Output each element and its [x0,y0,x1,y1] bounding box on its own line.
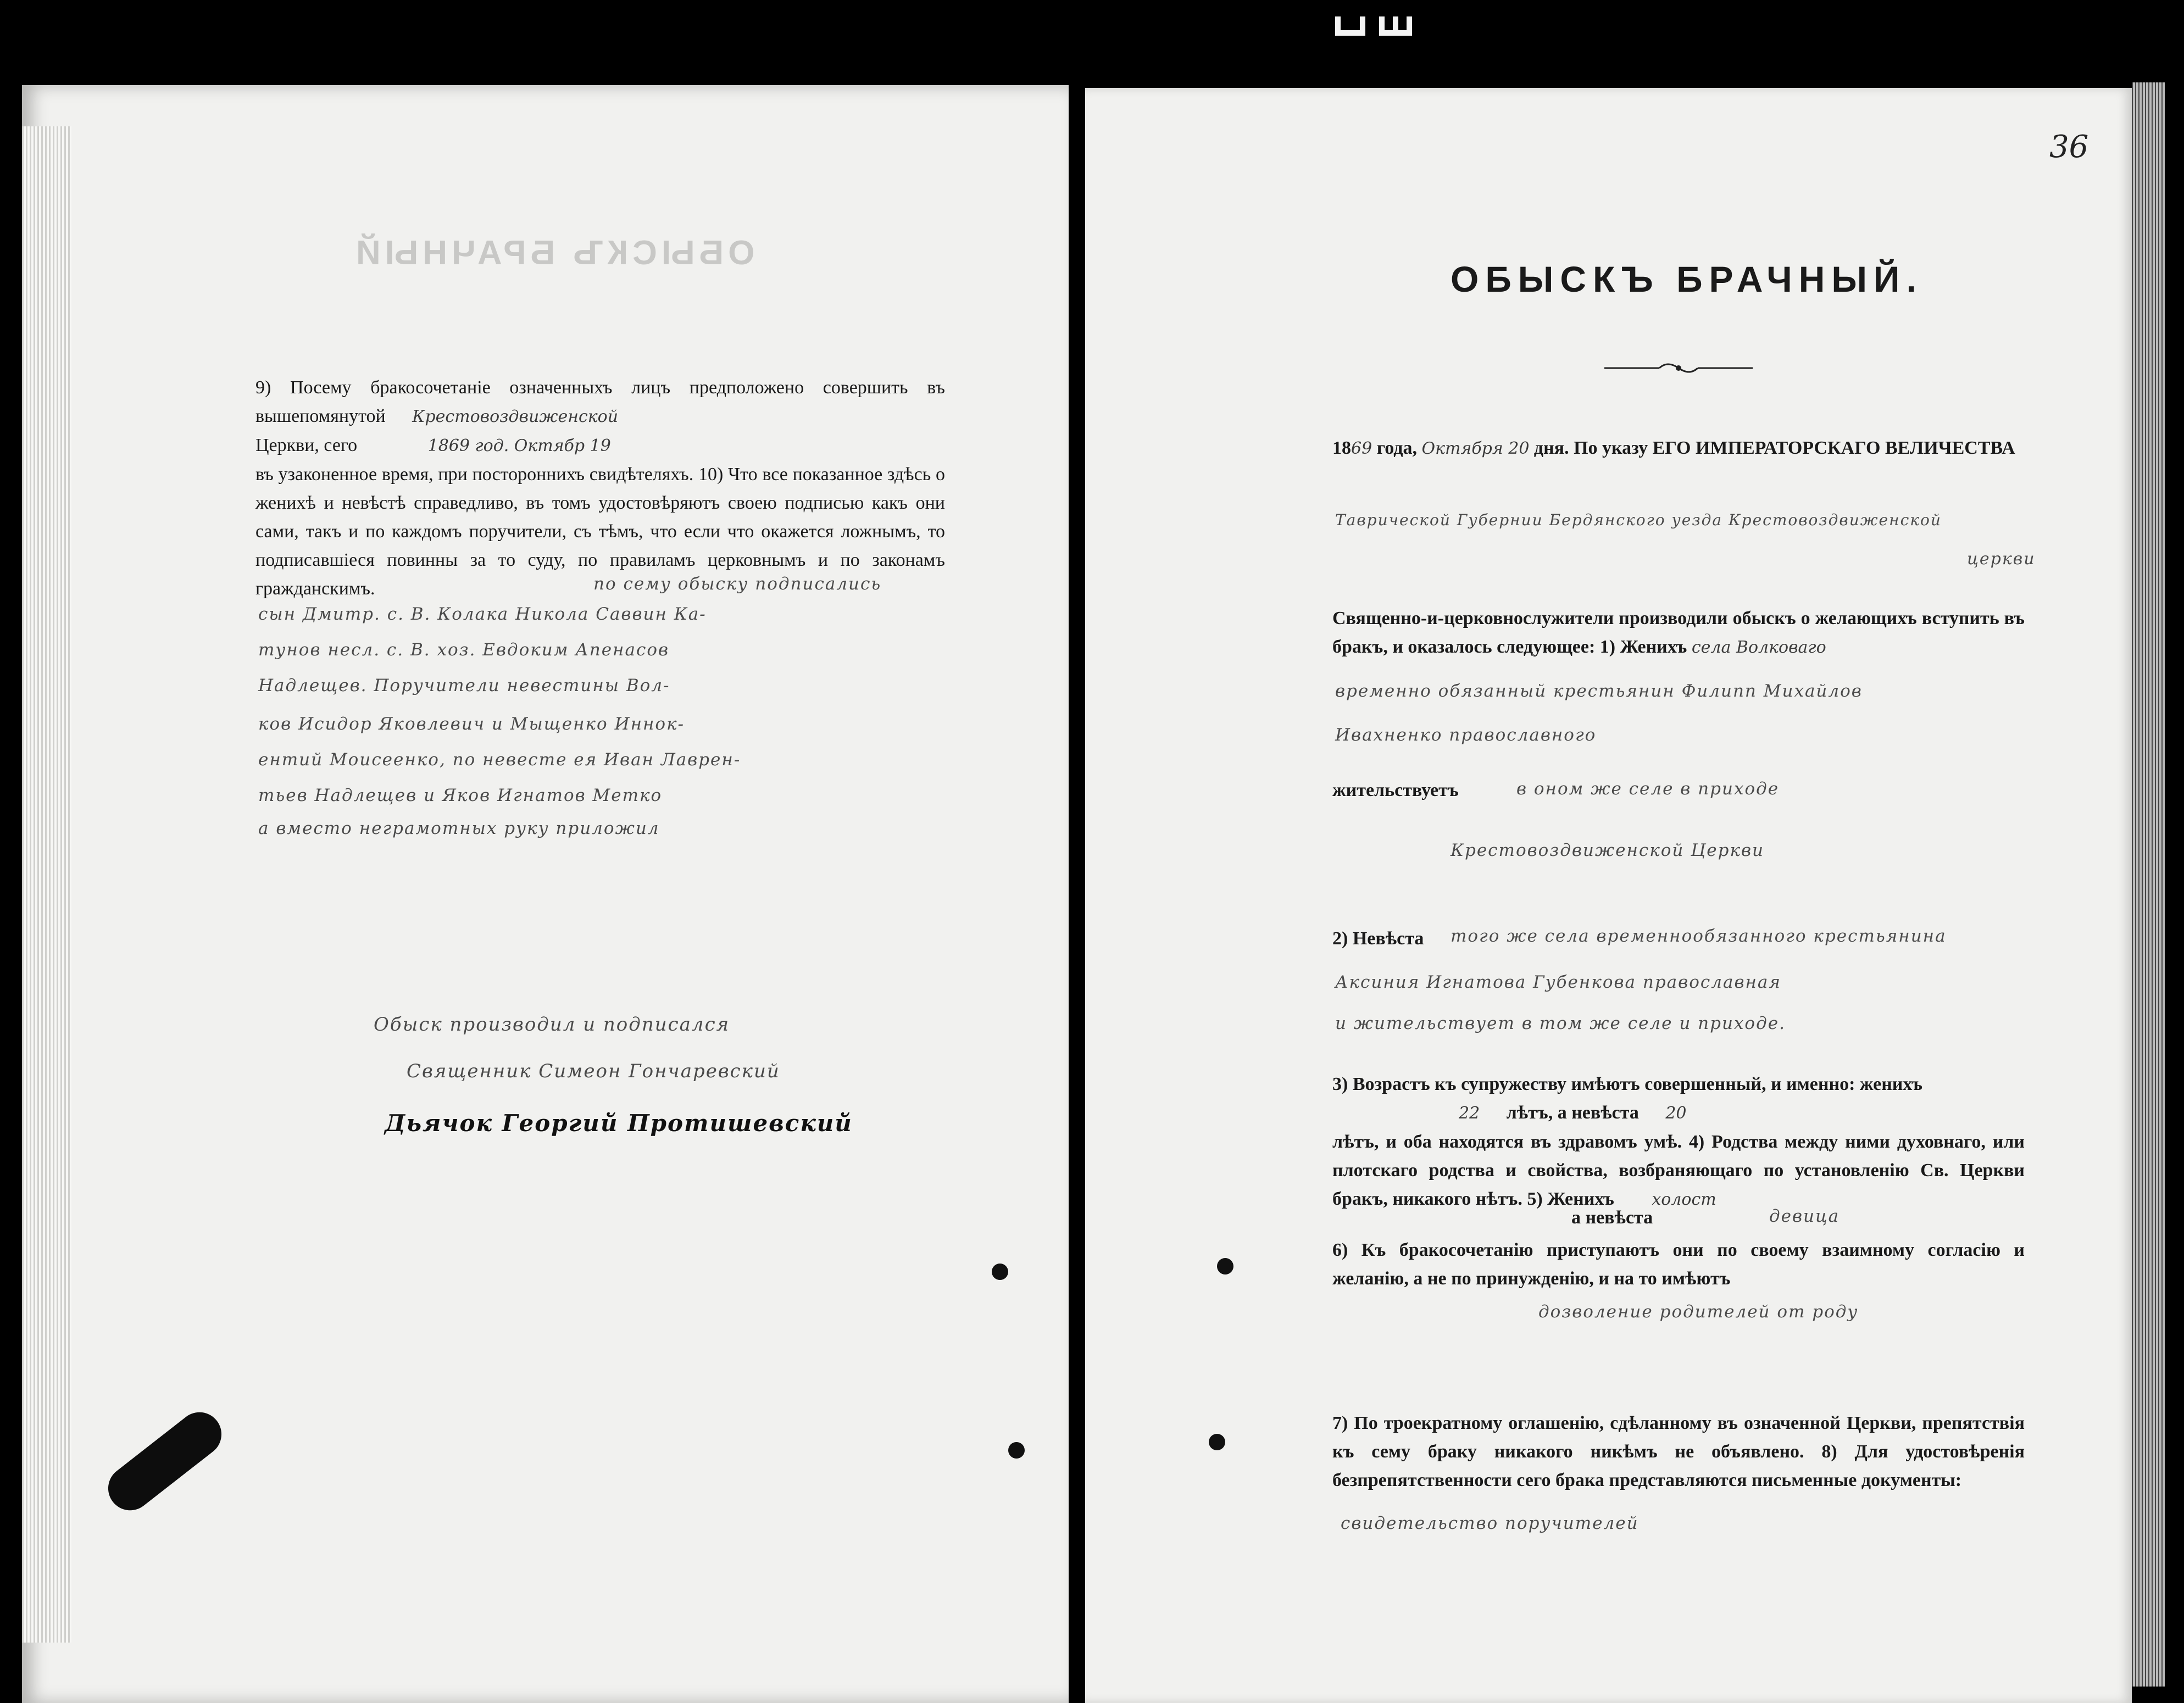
bride-hand-line: Аксиния Игнатова Губенкова православная [1335,972,1781,992]
hand-note-line: тунов несл. с. В. хоз. Евдоким Апенасов [258,640,670,660]
ornament-icon [1604,360,1753,376]
hand-note-line: ентий Моисеенко, по невесте ея Иван Лаврен- [258,750,741,770]
resides-label: жительствуетъ [1332,780,1459,800]
binding-edge [2132,82,2165,1687]
signature-line: Дьячок Георгий Протишевский [385,1110,853,1137]
page-title: ОБЫСКЪ БРАЧНЫЙ. [1451,259,1923,299]
page-number: 36 [2049,129,2089,165]
clause-6-hand: дозволение родителей от роду [1538,1302,1859,1322]
clause-3-text-c: лѣтъ, и оба находятся въ здравомъ умѣ. 4) Родства между ними духовнаго, или плотскаго родства и свойства, возбраняющаго по установленію Св. Церкви бракъ, никакого нѣтъ. 5) Женихъ [1332,1132,2025,1209]
binding-hole [1217,1258,1233,1275]
groom-age-hand: 22 [1459,1104,1480,1123]
intro-text-a: года, [1376,438,1417,458]
signature-line: Священник Симеон Гончаревский [407,1060,780,1082]
signature-line: Обыск производил и подписался [374,1014,730,1036]
bride-label: 2) Невѣста [1332,928,1424,949]
page-stack-edge [22,126,71,1643]
bride-hand-line: и жительствует в том же селе и приходе. [1335,1014,1786,1033]
clause-3 [1332,1070,2025,1214]
intro-line [1332,434,2025,463]
hand-note-line: по сему обыску подписались [593,574,882,594]
clause-9-text-c: въ узаконенное время, при постороннихъ свидѣтеляхъ. 10) Что все показанное здѣсь о женихѣ и невѣстѣ справедливо, въ томъ удостовѣряютъ своею подписью какъ они сами, такъ и по каждомъ поручители, съ тѣмъ, что если что окажется ложнымъ, то подписавшіеся повинны за то суду, по правиламъ церковнымъ и по законамъ гражданскимъ. [255,464,945,599]
hand-note-line: а вместо неграмотных руку приложил [258,819,660,838]
hand-note-line: тьев Надлещев и Яков Игнатов Метко [258,786,663,805]
hand-note-line: Надлещев. Поручители невестины Вол- [258,676,670,695]
binding-hole [1209,1434,1225,1450]
clause-9-hand-date: 1869 год. Октябр 19 [427,436,611,455]
binding-hole [1008,1442,1025,1459]
resides-hand-line: Крестовоздвиженской Церкви [1451,841,1764,860]
intro-year-prefix: 18 [1332,438,1351,458]
clause-7-text: 7) По троекратному оглашенію, сдѣланному въ означенной Церкви, препятствія къ сему браку никакого никѣмъ не объявлено. 8) Для удостовѣренія безпрепятственности сего брака представляются письменные документы: [1332,1413,2025,1490]
clause-3-text-a: 3) Возрастъ къ супружеству имѣютъ совершенный, и именно: женихъ [1332,1074,1922,1094]
top-edge-mark [1330,5,1440,38]
bride-age-hand: 20 [1665,1104,1687,1123]
clause-3-text-b: лѣтъ, а невѣста [1506,1103,1639,1123]
left-clause-9 [255,374,945,603]
intro-hand-line: церкви [1967,549,2036,569]
title-ornament [1604,360,1753,376]
clause-9-text-b: Церкви, сего [255,435,358,455]
clause-6-text: 6) Къ бракосочетанію приступаютъ они по своему взаимному согласію и желанію, а не по принужденію, и на то имѣютъ [1332,1240,2025,1289]
hand-note-line: сын Дмитр. с. В. Колака Никола Саввин Ка- [258,604,707,624]
hand-note-line: ков Исидор Яковлевич и Мыщенко Иннок- [258,714,685,734]
intro-text-c [1332,604,2025,662]
bride-marital-label: а невѣста [1571,1207,1653,1228]
intro-hand-line: Таврической Губернии Бердянского уезда Крестовоздвиженской [1335,511,1942,529]
clause-8-hand: свидетельство поручителей [1341,1513,1639,1533]
left-ghost-title: ОБЫСКЪ БРАЧНЫЙ [352,234,755,272]
bride-hand-line: того же села временнообязанного крестьянина [1451,926,1947,946]
groom-hand-line: временно обязанный крестьянин Филипп Михайлов [1335,681,1863,701]
resides-hand-line: в оном же селе в приходе [1516,779,1780,799]
clause-6 [1332,1236,2025,1293]
binding-hole [992,1264,1008,1280]
groom-marital-hand: холост [1652,1190,1716,1209]
clause-9-hand-church: Крестовоздвиженской [412,407,619,426]
groom-hand-line: Ивахненко православного [1335,725,1597,745]
intro-year-hand: 69 [1351,439,1372,458]
groom-hand: села Волковаго [1691,638,1826,657]
clause-9-text-a: Посему бракосочетаніе означенныхъ лицъ предположено совершить въ вышепомянутой [255,377,946,426]
bride-marital-hand: девица [1769,1206,1840,1226]
intro-bold: ЕГО ИМПЕРАТОРСКАГО ВЕЛИЧЕСТВА [1652,438,2015,458]
intro-date-hand: Октября 20 [1421,439,1530,458]
clause-7-8 [1332,1409,2025,1495]
intro-text-b: дня. По указу [1533,438,1648,458]
clause-9-label: 9) [255,377,271,398]
intro-text-c-span: Священно-и-церковнослужители производили обыскъ о желающихъ вступить въ бракъ, и оказалось следующее: 1) Женихъ [1332,608,2025,657]
top-mark-glyph [1330,5,1440,38]
